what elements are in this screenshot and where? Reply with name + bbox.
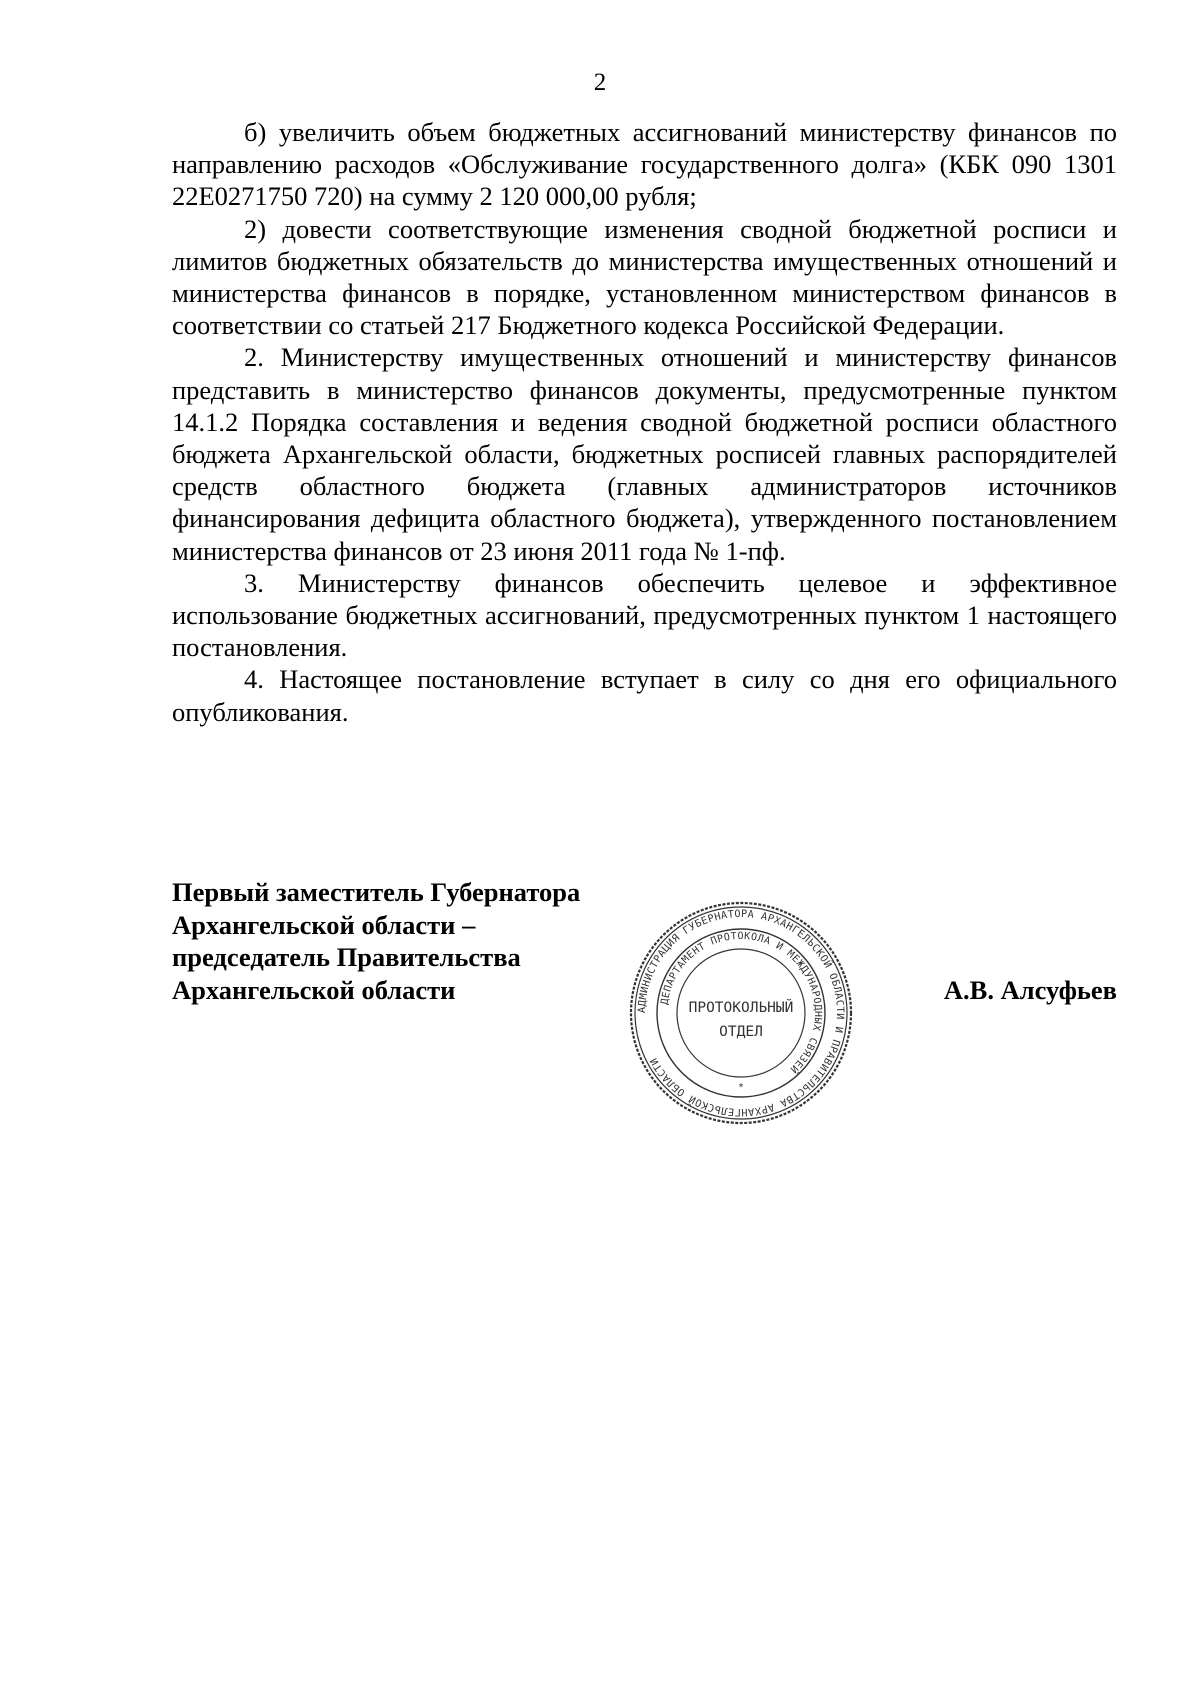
paragraph-3: 3. Министерству финансов обеспечить целевое и эффективное использование бюджетных ассигнований, предусмотренных пунктом 1 настоящего постановления. (172, 567, 1117, 663)
paragraph-2: 2. Министерству имущественных отношений и министерству финансов представить в министерство финансов документы, предусмотренные пунктом 14.1.2 Порядка составления и ведения сводной бюджетной росписи областного бюджета Архангельской области, бюджетных росписей главных распорядителей средств областного бюджета (главных администраторов источников финансирования дефицита областного бюджета), утвержденного постановлением министерства финансов от 23 июня 2011 года № 1-пф. (172, 342, 1117, 566)
stamp-seal-icon (628, 900, 854, 1126)
stamp-center-line-1: ПРОТОКОЛЬНЫЙ (688, 1000, 794, 1016)
paragraph-1b: б) увеличить объем бюджетных ассигнований министерству финансов по направлению расходов «Обслуживание государственного долга» (КБК 090 1301 22Е0271750 720) на сумму 2 120 000,00 рубля; (172, 117, 1117, 212)
official-stamp (628, 900, 854, 1126)
paragraph-4: 4. Настоящее постановление вступает в силу со дня его официального опубликования. (172, 664, 1117, 727)
stamp-center-line-2: ОТДЕЛ (719, 1024, 763, 1040)
stamp-outer-text: АДМИНИСТРАЦИЯ ГУБЕРНАТОРА АРХАНГЕЛЬСКОЙ ОБЛАСТИ И ПРАВИТЕЛЬСТВА АРХАНГЕЛЬСКОЙ ОБЛАСТИ (636, 908, 846, 1118)
signer-position-line: председатель Правительства (172, 942, 521, 972)
paragraph-1-2: 2) довести соответствующие изменения сводной бюджетной росписи и лимитов бюджетных обязательств до министерства имущественных отношений и министерства финансов в порядке, установленном министерством финансов в соответствии со статьей 217 Бюджетного кодекса Российской Федерации. (172, 213, 1117, 341)
document-body (172, 116, 1117, 728)
signer-position-line: Архангельской области – (172, 909, 476, 940)
page-number: 2 (593, 69, 607, 96)
signer-name: А.В. Алсуфьев (943, 975, 1117, 1005)
signer-position (172, 876, 642, 1006)
signer-position-line: Архангельской области (172, 974, 456, 1005)
stamp-inner-text: ДЕПАРТАМЕНТ ПРОТОКОЛА И МЕЖДУНАРОДНЫХ СВЯЗЕЙ (659, 930, 824, 1075)
stamp-star-icon: * (737, 1082, 745, 1093)
signer-position-line: Первый заместитель Губернатора (172, 877, 581, 907)
